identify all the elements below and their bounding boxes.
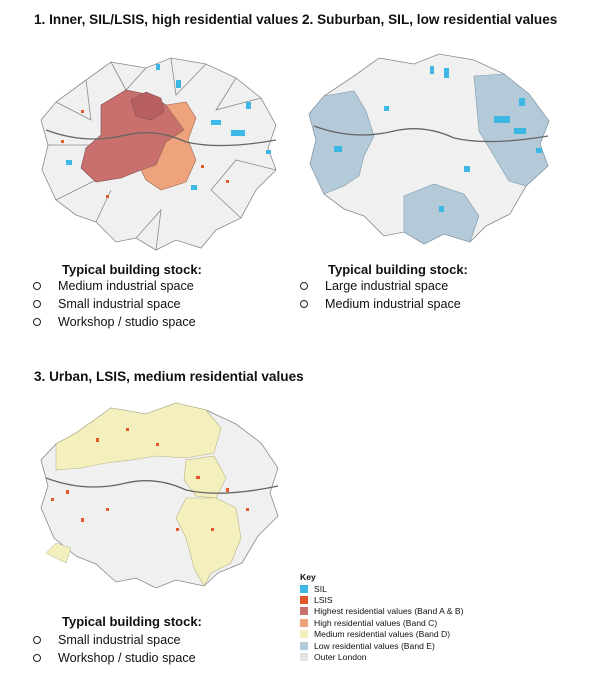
london-map-suburban	[304, 46, 556, 246]
key-item	[300, 617, 464, 628]
key-item	[300, 594, 464, 605]
key-swatch	[300, 630, 308, 638]
london-map-inner	[36, 50, 284, 255]
panel-3-stock-item: Small industrial space	[33, 633, 181, 647]
bullet-icon	[33, 318, 41, 326]
bullet-icon	[33, 636, 41, 644]
bullet-icon	[300, 300, 308, 308]
key-label: Low residential values (Band E)	[314, 640, 435, 651]
key-swatch	[300, 596, 308, 604]
key-label: LSIS	[314, 595, 333, 606]
london-map-urban	[36, 398, 284, 588]
panel-1-stock-heading: Typical building stock:	[62, 262, 202, 277]
bullet-icon	[300, 282, 308, 290]
bullet-icon	[33, 282, 41, 290]
panel-2-stock-item: Large industrial space	[300, 279, 448, 293]
key-swatch	[300, 607, 308, 615]
bullet-icon	[33, 300, 41, 308]
key-label: SIL	[314, 583, 327, 594]
key-label: Highest residential values (Band A & B)	[314, 606, 464, 617]
panel-3-stock-heading: Typical building stock:	[62, 614, 202, 629]
bullet-icon	[33, 654, 41, 662]
panel-1-stock-item: Small industrial space	[33, 297, 181, 311]
panel-3-stock-item: Workshop / studio space	[33, 651, 196, 665]
key-swatch	[300, 653, 308, 661]
panel-1-stock-item: Workshop / studio space	[33, 315, 196, 329]
panel-2-stock-heading: Typical building stock:	[328, 262, 468, 277]
panel-1-stock-item: Medium industrial space	[33, 279, 194, 293]
key-item	[300, 629, 464, 640]
key-item	[300, 640, 464, 651]
panel-2-stock-item: Medium industrial space	[300, 297, 461, 311]
key-label: Outer London	[314, 652, 367, 663]
key-label: Medium residential values (Band D)	[314, 629, 451, 640]
key-swatch	[300, 619, 308, 627]
key-item	[300, 651, 464, 662]
key-item	[300, 583, 464, 594]
key-label: High residential values (Band C)	[314, 617, 438, 628]
panel-3-title: 3. Urban, LSIS, medium residential values	[34, 369, 304, 384]
panel-2-title: 2. Suburban, SIL, low residential values	[302, 12, 558, 27]
panel-1-title: 1. Inner, SIL/LSIS, high residential values	[34, 12, 299, 27]
key-swatch	[300, 585, 308, 593]
key-title: Key	[300, 572, 316, 582]
key-item	[300, 606, 464, 617]
key-swatch	[300, 642, 308, 650]
map-key	[300, 572, 464, 663]
